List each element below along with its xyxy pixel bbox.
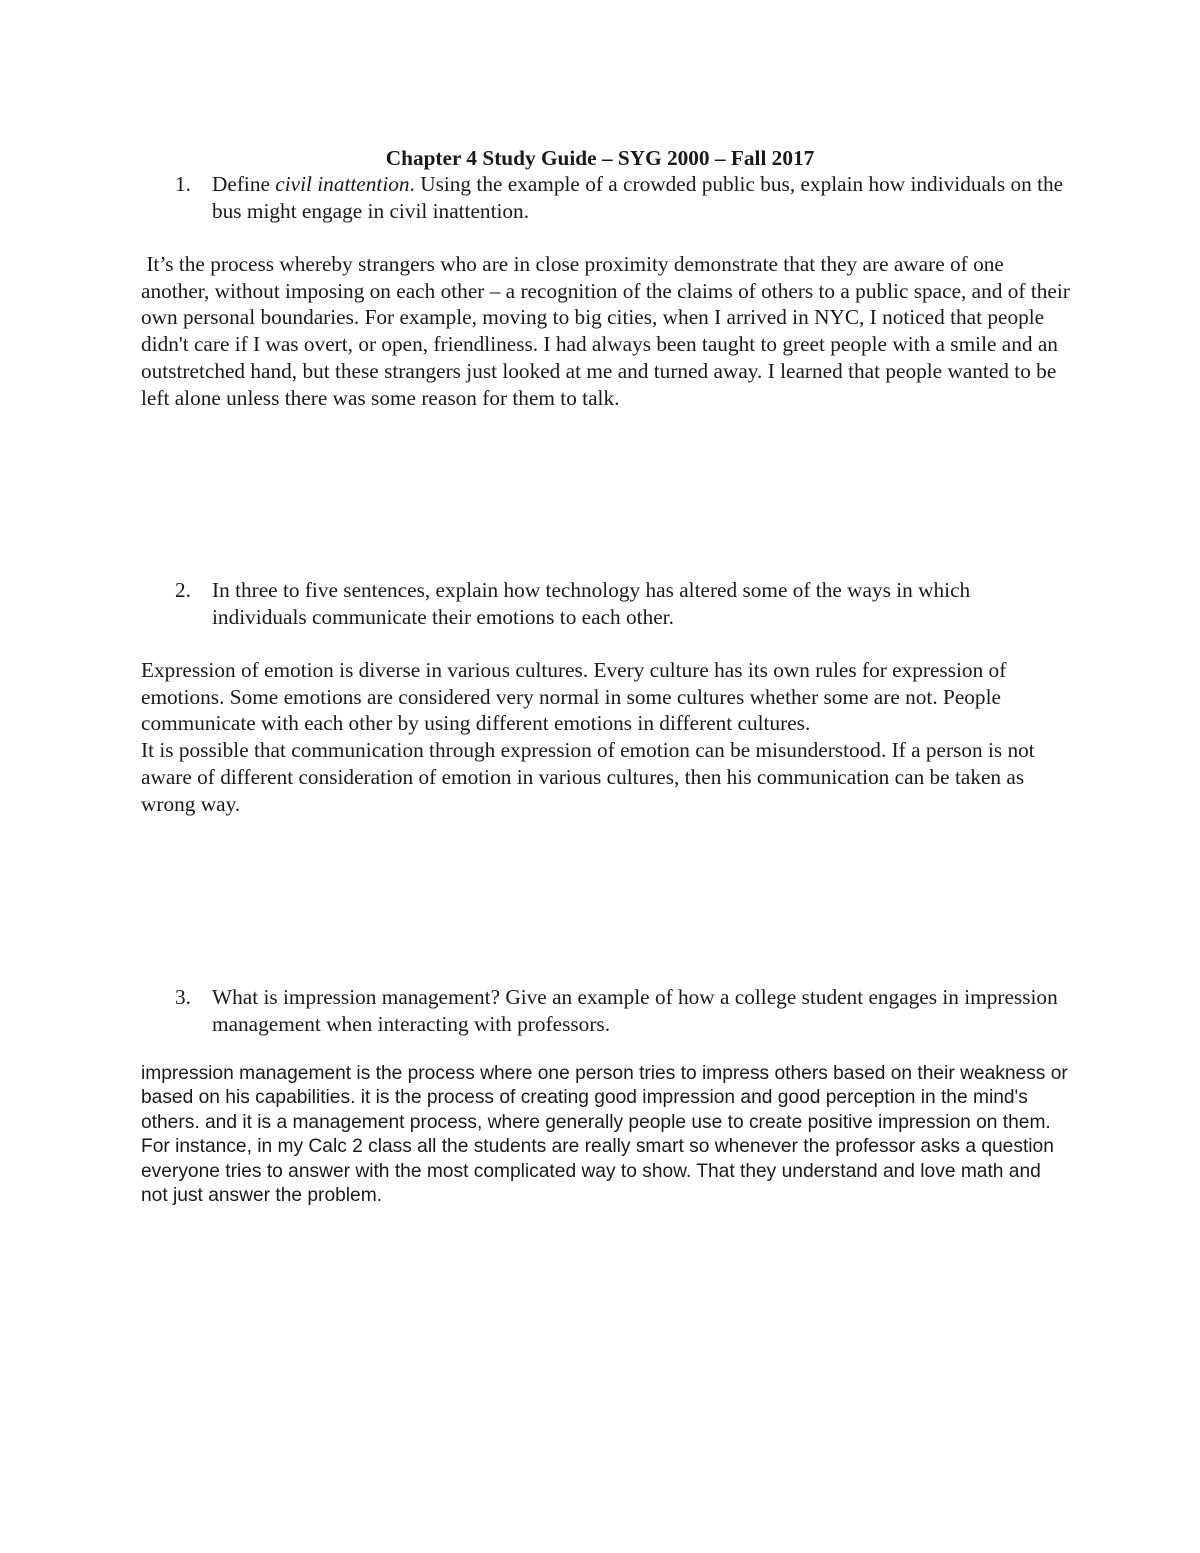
page-title: Chapter 4 Study Guide – SYG 2000 – Fall 2017: [385, 146, 815, 170]
question-number: 1.: [175, 172, 191, 196]
question-number: 3.: [175, 985, 191, 1009]
question-text: [212, 171, 1065, 224]
answer-paragraph: It is possible that communication through expression of emotion can be misunderstood. If a person is not aware of different consideration of emotion in various cultures, then his communication can be taken as wrong way.: [141, 738, 1035, 816]
question-1: [175, 171, 1065, 224]
answer-paragraph: It’s the process whereby strangers who are in close proximity demonstrate that they are aware of one another, without imposing on each other – a recognition of the claims of others to a public space, and of their own personal boundaries. For example, moving to big cities, when I arrived in NYC, I noticed that people didn't care if I was overt, or open, friendliness. I had always been taught to greet people with a smile and an outstretched hand, but these strangers just looked at me and turned away. I learned that people wanted to be left alone unless there was some reason for them to talk.: [141, 252, 1076, 410]
answer-3: [141, 1062, 1071, 1208]
question-text: In three to five sentences, explain how technology has altered some of the ways in which individuals communicate their emotions to each other.: [212, 578, 971, 629]
question-prefix: Define: [212, 172, 276, 196]
answer-2: [141, 657, 1071, 817]
question-text: What is impression management? Give an example of how a college student engages in impression management when interacting with professors.: [212, 985, 1058, 1036]
question-suffix: . Using the example of a crowded public bus, explain how individuals on the bus might engage in civil inattention.: [212, 172, 1064, 223]
answer-paragraph: Expression of emotion is diverse in various cultures. Every culture has its own rules for expression of emotions. Some emotions are considered very normal in some cultures whether some are not. People communicate with each other by using different emotions in different cultures.: [141, 658, 1007, 736]
answer-paragraph: impression management is the process where one person tries to impress others based on their weakness or based on his capabilities. it is the process of creating good impression and good perception in the mind's others. and it is a management process, where generally people use to create positive impression on them. For instance, in my Calc 2 class all the students are really smart so whenever the professor asks a question everyone tries to answer with the most complicated way to show. That they understand and love math and not just answer the problem.: [141, 1063, 1068, 1207]
answer-1: [141, 251, 1076, 411]
question-2: [175, 577, 1065, 630]
question-number: 2.: [175, 578, 191, 602]
question-3: [175, 984, 1065, 1037]
question-term: civil inattention: [275, 172, 410, 196]
